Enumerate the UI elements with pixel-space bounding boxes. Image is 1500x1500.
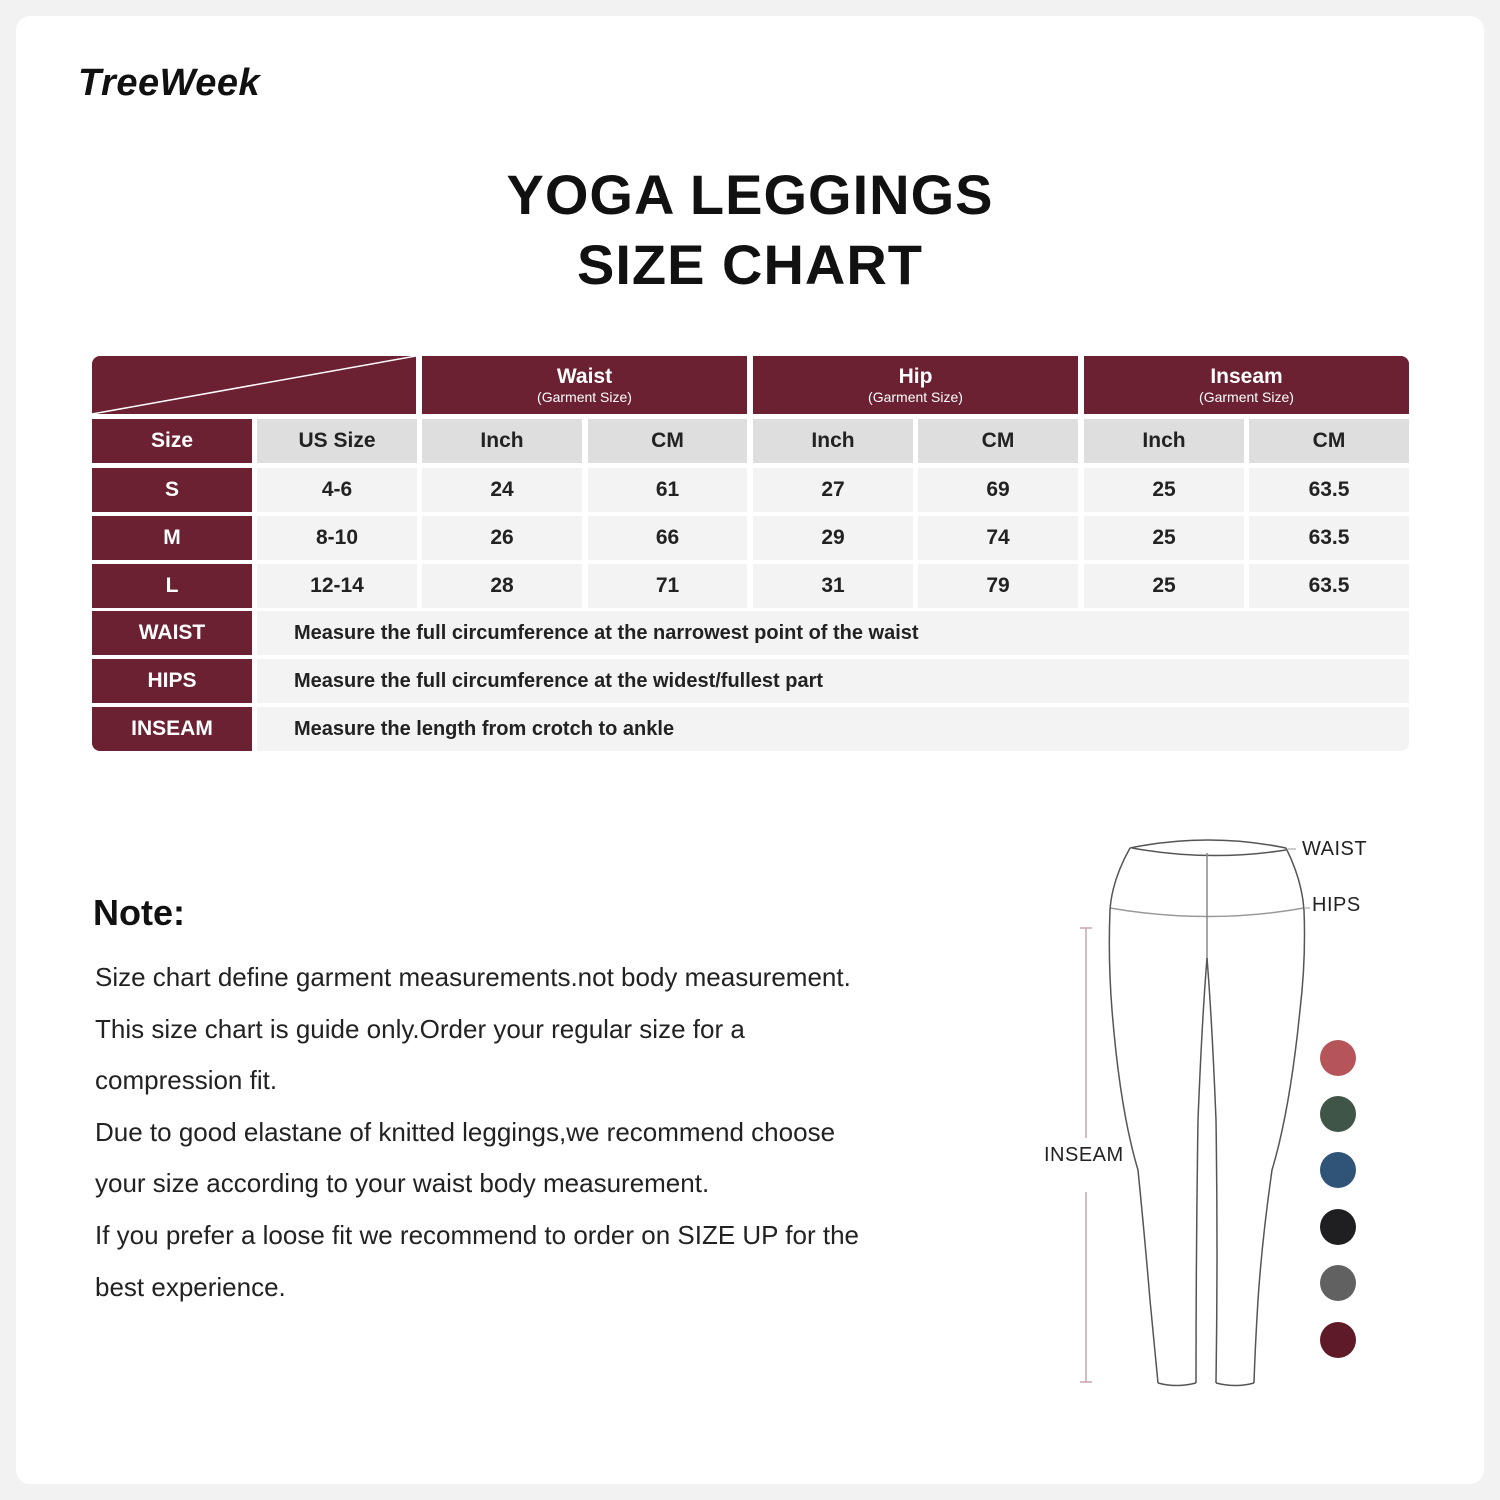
table-cell: 63.5 xyxy=(1249,468,1409,512)
column-header-inseam-cm: CM xyxy=(1249,419,1409,463)
group-sublabel: (Garment Size) xyxy=(1199,389,1294,405)
table-cell: 74 xyxy=(918,516,1078,560)
group-label: Inseam xyxy=(1210,365,1283,388)
table-cell: 71 xyxy=(588,564,747,608)
diagram-label-waist: WAIST xyxy=(1302,838,1368,860)
group-header-waist xyxy=(422,356,747,414)
table-cell: 61 xyxy=(588,468,747,512)
color-swatch-black[interactable] xyxy=(1320,1209,1356,1245)
table-cell: 25 xyxy=(1084,564,1244,608)
group-header-inseam xyxy=(1084,356,1409,414)
column-header-hip-inch: Inch xyxy=(753,419,913,463)
column-header-hip-cm: CM xyxy=(918,419,1078,463)
measure-text-hips: Measure the full circumference at the widest/fullest part xyxy=(257,659,1409,703)
diagonal-line xyxy=(92,356,416,414)
page-title-line2: SIZE CHART xyxy=(577,233,923,296)
column-header-waist-inch: Inch xyxy=(422,419,582,463)
table-cell: 25 xyxy=(1084,468,1244,512)
table-cell: 29 xyxy=(753,516,913,560)
group-label: Hip xyxy=(898,365,933,388)
table-row-size: M xyxy=(92,516,252,560)
column-header-size: Size xyxy=(92,419,252,463)
table-cell: 79 xyxy=(918,564,1078,608)
column-header-waist-cm: CM xyxy=(588,419,747,463)
table-cell: 24 xyxy=(422,468,582,512)
table-corner-cell xyxy=(92,356,416,414)
note-line: your size according to your waist body measurement. xyxy=(95,1168,710,1199)
note-text xyxy=(95,952,1015,1313)
table-row-size: L xyxy=(92,564,252,608)
page-title-line1: YOGA LEGGINGS xyxy=(506,163,994,226)
table-cell: 26 xyxy=(422,516,582,560)
group-label: Waist xyxy=(556,365,613,388)
table-cell: 12-14 xyxy=(257,564,417,608)
table-cell: 63.5 xyxy=(1249,564,1409,608)
color-swatch-grey[interactable] xyxy=(1320,1265,1356,1301)
measure-label-hips: HIPS xyxy=(92,659,252,703)
table-cell: 4-6 xyxy=(257,468,417,512)
table-cell: 25 xyxy=(1084,516,1244,560)
note-line: If you prefer a loose fit we recommend to order on SIZE UP for the xyxy=(95,1219,859,1250)
table-cell: 27 xyxy=(753,468,913,512)
color-swatch-blue[interactable] xyxy=(1320,1152,1356,1188)
diagram-label-inseam: INSEAM xyxy=(1044,1144,1124,1166)
color-swatch-red[interactable] xyxy=(1320,1040,1356,1076)
table-cell: 8-10 xyxy=(257,516,417,560)
measure-label-inseam: INSEAM xyxy=(92,707,252,751)
diagram-label-hips: HIPS xyxy=(1312,894,1361,916)
table-cell: 31 xyxy=(753,564,913,608)
note-heading: Note: xyxy=(93,892,185,933)
table-cell: 28 xyxy=(422,564,582,608)
color-swatch-green[interactable] xyxy=(1320,1096,1356,1132)
note-line: Size chart define garment measurements.not body measurement. xyxy=(95,962,851,992)
measure-label-waist: WAIST xyxy=(92,611,252,655)
group-sublabel: (Garment Size) xyxy=(868,389,963,405)
table-cell: 66 xyxy=(588,516,747,560)
note-line: best experience. xyxy=(95,1271,286,1302)
brand-logo: TreeWeek xyxy=(78,62,261,104)
table-cell: 69 xyxy=(918,468,1078,512)
note-line: This size chart is guide only.Order your regular size for a xyxy=(95,1013,745,1044)
table-cell: 63.5 xyxy=(1249,516,1409,560)
group-header-hip xyxy=(753,356,1078,414)
column-header-us-size: US Size xyxy=(257,419,417,463)
column-header-inseam-inch: Inch xyxy=(1084,419,1244,463)
measure-text-inseam: Measure the length from crotch to ankle xyxy=(257,707,1409,751)
group-sublabel: (Garment Size) xyxy=(537,389,632,405)
measure-text-waist: Measure the full circumference at the narrowest point of the waist xyxy=(257,611,1409,655)
table-row-size: S xyxy=(92,468,252,512)
color-swatch-wine[interactable] xyxy=(1320,1322,1356,1358)
note-line: compression fit. xyxy=(95,1065,278,1096)
note-line: Due to good elastane of knitted leggings,we recommend choose xyxy=(95,1116,836,1147)
